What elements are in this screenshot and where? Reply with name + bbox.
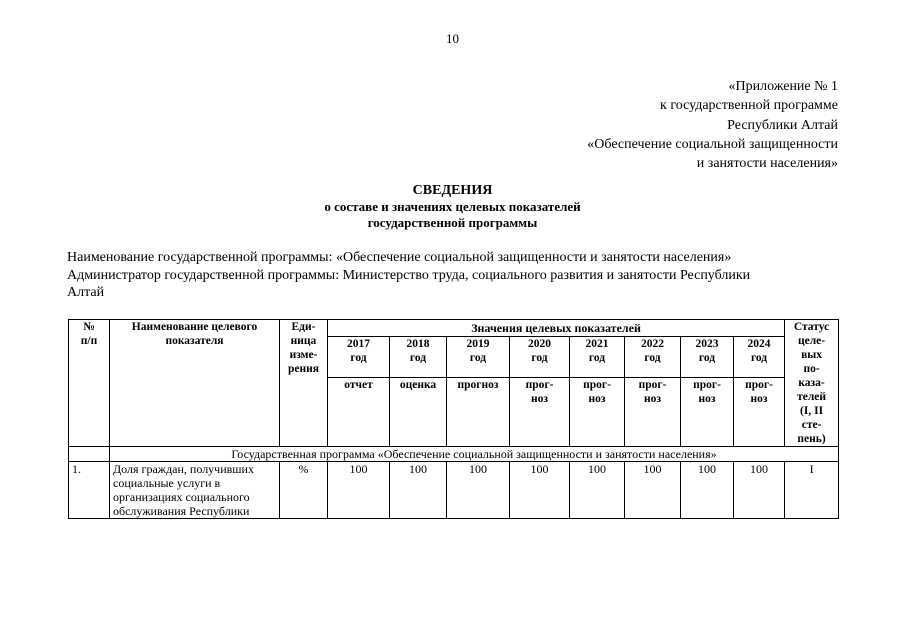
row-value: 100 [625, 462, 681, 519]
header-kind: отчет [344, 379, 373, 391]
header-status-cell [785, 320, 839, 447]
row-value: 100 [328, 462, 390, 519]
header-kind: ноз [698, 393, 716, 405]
header-year: 2020 [528, 338, 551, 350]
row-name-line: социальные услуги в [113, 476, 221, 490]
header-year-cell [625, 337, 681, 378]
row-value: 100 [570, 462, 625, 519]
header-unit: рения [288, 363, 319, 375]
program-meta [67, 249, 837, 302]
header-year-god: год [588, 352, 606, 364]
header-year-cell [734, 337, 785, 378]
header-year-god: год [531, 352, 548, 364]
row-name-cell [110, 462, 280, 519]
header-year: 2024 [747, 338, 771, 350]
appendix-note [587, 77, 838, 173]
header-status: (I, II [800, 405, 824, 417]
header-kind: оценка [399, 379, 437, 391]
row-name-line: обслуживания Республики [113, 504, 250, 518]
appendix-line: «Обеспечение социальной защищенности [587, 136, 838, 152]
header-unit: Еди- [291, 321, 316, 333]
header-year-cell [328, 337, 390, 378]
header-status: Статус [793, 321, 830, 333]
header-values-title: Значения целевых показателей [328, 320, 785, 337]
header-kind-cell [570, 378, 625, 447]
header-year: 2022 [641, 338, 664, 350]
header-year: 2021 [585, 338, 609, 350]
header-kind: ноз [588, 393, 606, 405]
appendix-line: Республики Алтай [727, 117, 838, 133]
header-kind: прог- [745, 379, 773, 391]
header-name: показателя [165, 335, 224, 347]
row-value: 100 [447, 462, 510, 519]
header-unit-cell [280, 320, 328, 447]
header-kind-cell [681, 378, 734, 447]
header-kind-cell [390, 378, 447, 447]
document-heading [0, 182, 905, 231]
heading-line: о составе и значениях целевых показателей [324, 199, 581, 214]
header-kind: прог- [525, 379, 554, 391]
header-kind-cell [447, 378, 510, 447]
row-value: 100 [681, 462, 734, 519]
header-num: п/п [80, 335, 98, 347]
header-kind-cell [734, 378, 785, 447]
row-value: 100 [734, 462, 785, 519]
header-kind: прог- [583, 379, 611, 391]
row-name-line: организациях социального [113, 490, 250, 504]
header-year-cell [510, 337, 570, 378]
heading-line: государственной программы [367, 215, 538, 230]
header-kind: прогноз [457, 379, 499, 391]
appendix-line: «Приложение № 1 [728, 79, 838, 94]
header-year: 2018 [406, 338, 430, 350]
header-num-cell [69, 320, 110, 447]
header-year-god: год [750, 352, 768, 364]
header-year-god: год [409, 352, 427, 364]
header-year-cell [681, 337, 734, 378]
row-value: 100 [510, 462, 570, 519]
group-row-num-cell [69, 447, 110, 462]
header-year: 2017 [347, 338, 370, 350]
page-number: 10 [446, 31, 459, 46]
header-name: Наименование целевого [131, 321, 258, 333]
header-year-god: год [644, 352, 661, 364]
program-administrator-cont: Алтай [67, 285, 105, 300]
header-unit: ница [290, 335, 317, 347]
header-kind: прог- [638, 379, 667, 391]
header-num: № [83, 321, 95, 333]
header-status: пень) [797, 433, 826, 445]
header-kind-cell [510, 378, 570, 447]
target-indicators-table [68, 319, 839, 519]
header-kind: ноз [531, 393, 548, 405]
row-num: 1. [69, 462, 110, 519]
header-status: по- [803, 363, 820, 375]
header-status: телей [797, 391, 827, 403]
row-name-line: Доля граждан, получивших [113, 462, 254, 476]
row-unit: % [280, 462, 328, 519]
header-kind-cell [625, 378, 681, 447]
group-row-title: Государственная программа «Обеспечение социальной защищенности и занятости населения» [110, 447, 839, 462]
header-status: целе- [798, 335, 826, 347]
row-value: 100 [390, 462, 447, 519]
header-year-god: год [698, 352, 716, 364]
header-kind: ноз [750, 393, 768, 405]
header-status: вых [801, 349, 823, 361]
header-year-god: год [350, 352, 367, 364]
header-year-cell [390, 337, 447, 378]
program-name: Наименование государственной программы: «Обеспечение социальной защищенности и занятости населения» [67, 250, 732, 265]
program-administrator: Администратор государственной программы: Министерство труда, социального развития и занятости Республики [67, 267, 751, 283]
header-kind: прог- [693, 379, 721, 391]
header-year-cell [570, 337, 625, 378]
header-year: 2023 [695, 338, 719, 350]
header-year-cell [447, 337, 510, 378]
header-name-cell [110, 320, 280, 447]
row-status: I [785, 462, 839, 519]
heading-title: СВЕДЕНИЯ [412, 183, 493, 198]
header-year-god: год [469, 352, 487, 364]
header-unit: изме- [289, 349, 318, 361]
appendix-line: к государственной программе [660, 98, 838, 114]
header-status: сте- [801, 419, 822, 431]
header-kind-cell [328, 378, 390, 447]
header-year: 2019 [466, 338, 490, 350]
appendix-line: и занятости населения» [696, 156, 838, 172]
header-kind: ноз [644, 393, 661, 405]
header-status: каза- [798, 377, 825, 389]
